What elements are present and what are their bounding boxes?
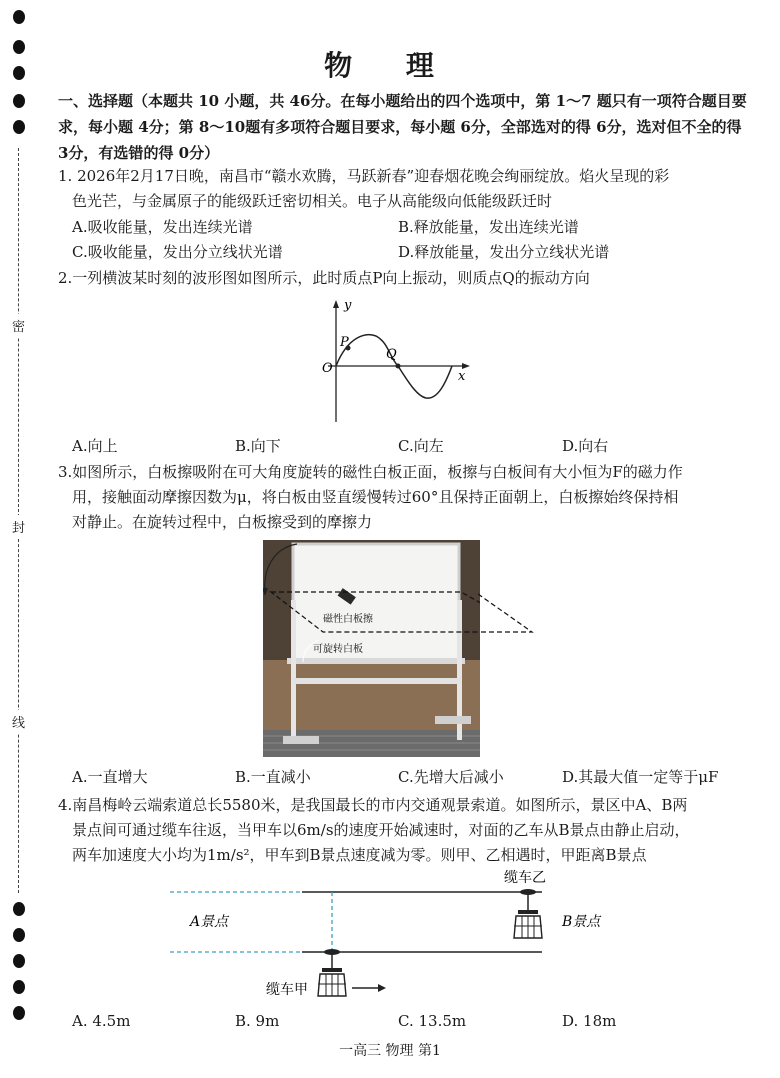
binding-hole [13, 928, 25, 942]
y-axis-arrow [333, 300, 339, 308]
p-label: P [340, 335, 349, 350]
q-label: Q [386, 347, 397, 362]
q1-option-a: A.吸收能量，发出连续光谱 [72, 218, 253, 236]
q4-stem-line2: 景点间可通过缆车往返，当甲车以6m/s的速度开始减速时，对面的乙车从B景点由静止启动， [72, 821, 690, 839]
binding-hole [13, 1006, 25, 1020]
car-a-label: 缆车甲 [266, 982, 308, 998]
binding-hole [13, 902, 25, 916]
section-heading: 一、选择题（本题共 10 小题，共 46分。在每小题给出的四个选项中，第 1～7 题只有一项符合题目要求，每小题 4分；第 8～10题有多项符合题目要求，每小题 6分，全部选对的得 6分，选对但不全的得 3分，有选错的得 0分） [58, 92, 747, 162]
seal-label-xian: 线 [12, 710, 25, 733]
q4-option-c: C. 13.5m [398, 1012, 467, 1030]
origin-label: O [322, 361, 333, 376]
cable-car-a [318, 949, 346, 996]
q3-stem-line3: 对静止。在旋转过程中，白板擦受到的摩擦力 [72, 513, 373, 531]
q3-stem-line2: 用，接触面动摩擦因数为μ，将白板由竖直缓慢转过60°且保持正面朝上，白板擦始终保持相 [72, 488, 679, 506]
q1-stem-line1: 1. 2026年2月17日晚，南昌市“赣水欢腾，马跃新春”迎春烟花晚会绚丽绽放。焰火呈现的彩 [58, 167, 670, 185]
question-1 [58, 164, 748, 214]
binding-hole [13, 954, 25, 968]
seal-label-mi: 密 [12, 314, 25, 337]
q2-option-b: B.向下 [235, 437, 281, 455]
binding-hole [13, 980, 25, 994]
q2-option-c: C.向左 [398, 437, 444, 455]
q1-option-b: B.释放能量，发出连续光谱 [398, 218, 579, 236]
dashed-extension [478, 590, 538, 640]
cable-car-figure [170, 866, 620, 1006]
q3-stem-line1: 3.如图所示，白板擦吸附在可大角度旋转的磁性白板正面，板擦与白板间有大小恒为F的磁力作 [58, 463, 683, 481]
whiteboard-photo [263, 540, 480, 757]
q4-option-d: D. 18m [562, 1012, 617, 1030]
y-label: y [344, 298, 352, 313]
wave-figure [318, 296, 478, 426]
car-b-label: 缆车乙 [504, 870, 546, 886]
cable-car-b [514, 889, 542, 938]
q3-option-d: D.其最大值一定等于μF [562, 768, 719, 786]
q3-option-a: A.一直增大 [72, 768, 148, 786]
point-b-label: B景点 [562, 914, 601, 930]
seal-label-feng: 封 [12, 515, 25, 538]
x-label: x [458, 369, 466, 384]
point-a-label: A景点 [190, 914, 229, 930]
q3-option-b: B.一直减小 [235, 768, 311, 786]
q1-stem-line2: 色光芒，与金属原子的能级跃迁密切相关。电子从高能级向低能级跃迁时 [72, 192, 553, 210]
question-4 [58, 793, 748, 868]
whiteboard-illustration [263, 540, 480, 757]
q2-stem: 2.一列横波某时刻的波形图如图所示，此时质点P向上振动，则质点Q的振动方向 [58, 269, 590, 287]
board-label: 可旋转白板 [313, 644, 363, 655]
point-q [396, 364, 401, 369]
binding-hole [13, 94, 25, 108]
page-title: 物 理 [324, 49, 456, 82]
binding-hole [13, 120, 25, 134]
eraser-label: 磁性白板擦 [323, 614, 373, 625]
q4-option-a: A. 4.5m [72, 1012, 131, 1030]
binding-hole [13, 10, 25, 24]
whiteboard-surface [293, 544, 459, 660]
q2-option-d: D.向右 [562, 437, 609, 455]
q1-option-d: D.释放能量，发出分立线状光谱 [398, 243, 610, 261]
binding-margin [0, 0, 50, 1078]
q4-option-b: B. 9m [235, 1012, 280, 1030]
q4-stem-line1: 4.南昌梅岭云端索道总长5580米，是我国最长的市内交通观景索道。如图所示，景区中A、B两 [58, 796, 688, 814]
q4-stem-line3: 两车加速度大小均为1m/s²，甲车到B景点速度减为零。则甲、乙相遇时，甲距离B景点 [72, 846, 647, 864]
q3-option-c: C.先增大后减小 [398, 768, 504, 786]
page-footer: 一高三 物理 第1 [339, 1043, 441, 1059]
q1-option-c: C.吸收能量，发出分立线状光谱 [72, 243, 283, 261]
q2-option-a: A.向上 [72, 437, 118, 455]
question-3 [58, 460, 748, 535]
